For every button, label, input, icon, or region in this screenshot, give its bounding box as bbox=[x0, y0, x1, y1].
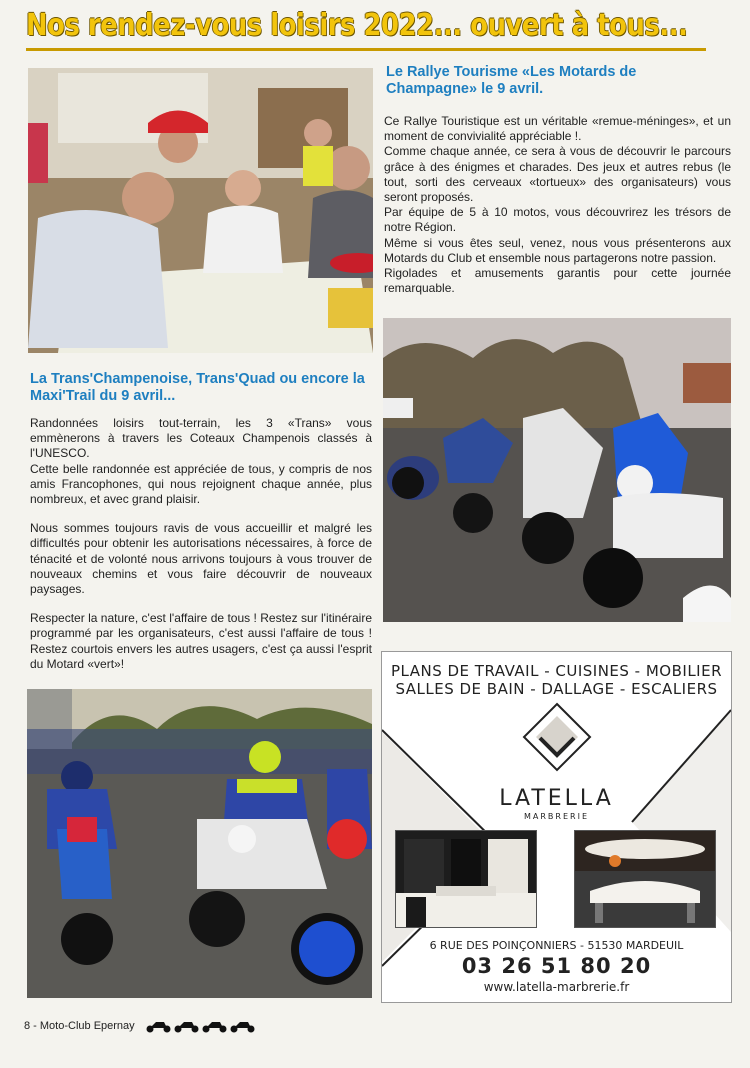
photo-parked-motorcycles bbox=[383, 318, 731, 622]
page-title: Nos rendez-vous loisirs 2022... ouvert à tous... bbox=[26, 8, 688, 43]
trans-heading: La Trans'Champenoise, Trans'Quad ou encore la Maxi'Trail du 9 avril... bbox=[30, 371, 365, 404]
latella-logo-icon bbox=[522, 702, 592, 772]
ad-kitchen-photo-right bbox=[574, 830, 716, 928]
latella-advertisement bbox=[381, 651, 732, 1003]
ad-services-line2: SALLES DE BAIN - DALLAGE - ESCALIERS bbox=[395, 680, 718, 698]
title-underline bbox=[26, 48, 706, 51]
ad-brand-name: LATELLA bbox=[499, 786, 614, 811]
footer-text: 8 - Moto-Club Epernay bbox=[24, 1019, 135, 1032]
rallye-paragraph: Rigolades et amusements garantis pour cette journée remarquable. bbox=[384, 266, 731, 296]
photo-rallye-map-reading bbox=[28, 68, 373, 353]
page-footer bbox=[24, 1019, 258, 1033]
ad-kitchen-photo-left bbox=[395, 830, 537, 928]
ad-services-line1: PLANS DE TRAVAIL - CUISINES - MOBILIER bbox=[390, 662, 723, 680]
rallye-paragraph: Par équipe de 5 à 10 motos, vous découvrirez les trésors de notre Région. bbox=[384, 205, 731, 235]
rallye-text bbox=[384, 114, 731, 296]
trans-paragraph: Cette belle randonnée est appréciée de tous, y compris de nos amis Francophones, qui nous rejoignent chaque année, plus nombreux, et avec grand plaisir. bbox=[30, 461, 372, 507]
rallye-heading: Le Rallye Tourisme «Les Motards de Champagne» le 9 avril. bbox=[386, 64, 637, 97]
rallye-paragraph: Comme chaque année, ce sera à vous de découvrir le parcours grâce à des énigmes et charades. Des jeux et autres rebus (le tout, sorti des cerveaux «tortueux» des organisateurs) vous seront proposés. bbox=[384, 144, 731, 205]
trans-paragraph: Randonnées loisirs tout-terrain, les 3 «Trans» vous emmènerons à travers les Coteaux Champenois classés à l'UNESCO. bbox=[30, 416, 372, 461]
ad-phone: 03 26 51 80 20 bbox=[461, 954, 652, 978]
ad-address: 6 RUE DES POINÇONNIERS - 51530 MARDEUIL bbox=[429, 939, 684, 952]
ad-website: www.latella-marbrerie.fr bbox=[483, 980, 630, 994]
trans-paragraph: Respecter la nature, c'est l'affaire de tous ! Restez sur l'itinéraire programmé par les organisateurs, c'est aussi l'affaire de tous ! Restez courtois envers les autres usagers, c'est ça aussi l'esprit du Motard «vert»! bbox=[30, 611, 372, 671]
photo-enduro-riders bbox=[27, 689, 372, 998]
trans-text bbox=[30, 416, 372, 672]
trans-paragraph: Nous sommes toujours ravis de vous accueillir et malgré les difficultés pour obtenir les autorisations nécessaires, à force de ténacité et de volonté nous arrivons toujours à vous trouver de nouveaux chemins et vous faire découvrir de nouveaux paysages. bbox=[30, 521, 372, 597]
rallye-paragraph: Même si vous êtes seul, venez, nous vous présenterons aux Motards du Club et ensemble nous partagerons notre passion. bbox=[384, 235, 731, 265]
motorcycle-icon bbox=[146, 1020, 258, 1032]
ad-brand-sub: MARBRERIE bbox=[523, 812, 589, 821]
rallye-paragraph: Ce Rallye Touristique est un véritable «remue-méninges», et un moment de convivialité appréciable !. bbox=[384, 114, 731, 144]
